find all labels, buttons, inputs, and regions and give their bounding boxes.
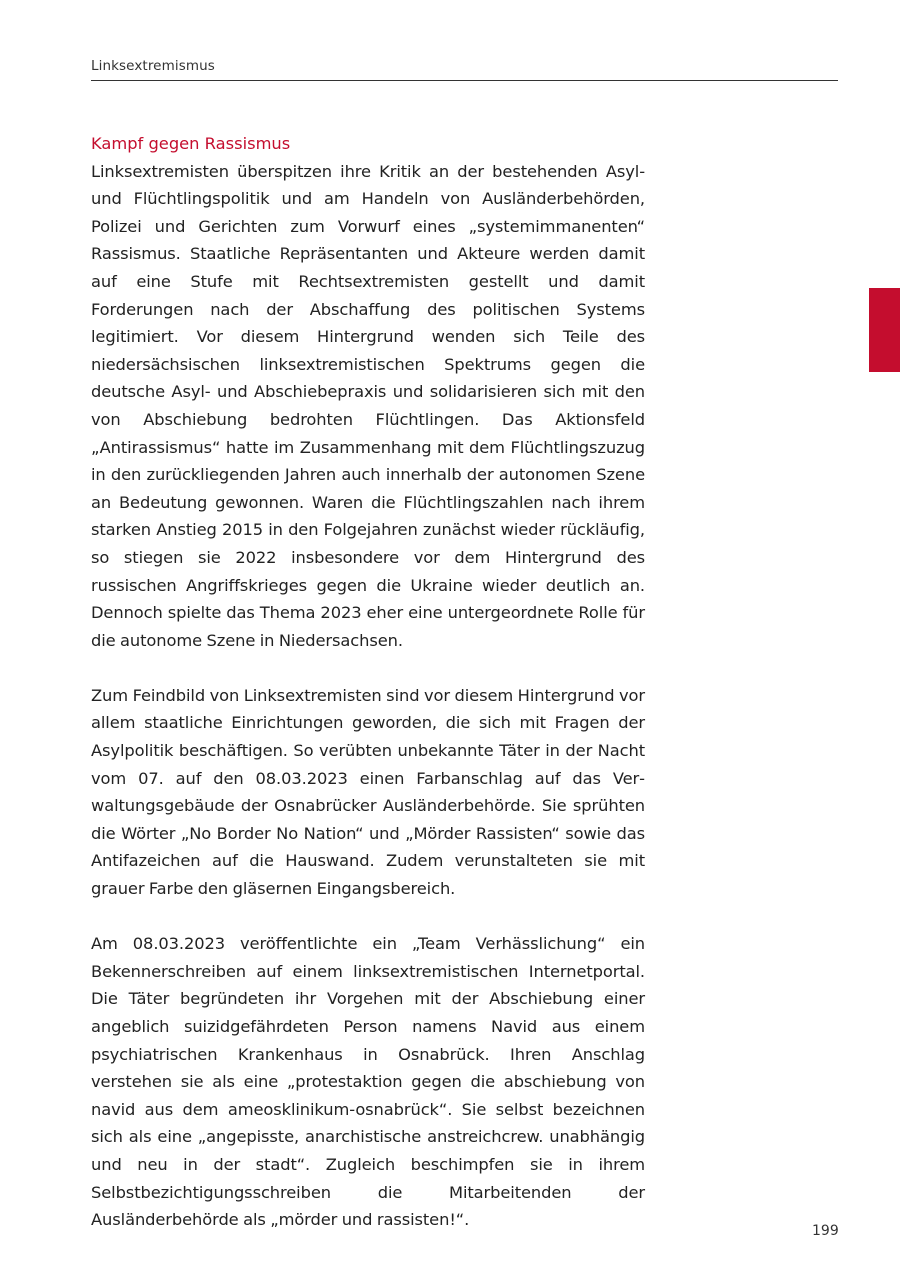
paragraph-1: Linksextremisten überspitzen ihre Kritik an der bestehenden Asyl- und Flüchtlingspolitik und am Handeln von Ausländerbehörden, Polizei und Gerichten zum Vorwurf eines „systemimmanenten“ Rassismus. Staatliche Repräsentanten und Akteure werden damit auf eine Stufe mit Rechtsextremisten gestellt und damit Forderungen nach der Abschaffung des politischen Systems legitimiert. Vor diesem Hintergrund wenden sich Teile des niedersächsischen linksextremistischen Spektrums gegen die deutsche Asyl- und Abschiebepraxis und solidarisieren sich mit den von Abschiebung bedrohten Flüchtlingen. Das Aktionsfeld „Antirassismus“ hatte im Zusammenhang mit dem Flüchtlingszuzug in den zurückliegenden Jahren auch innerhalb der autonomen Szene an Bedeutung gewonnen. Waren die Flüchtlingszahlen nach ihrem starken Anstieg 2015 in den Folgejahren zunächst wieder rückläufig, so stiegen sie 2022 insbesondere vor dem Hintergrund des russischen Angriffskrieges gegen die Ukraine wieder deutlich an. Dennoch spielte das Thema 2023 eher eine untergeordnete Rolle für die autonome Szene in Niedersachsen.	[91, 161, 645, 650]
main-content	[91, 130, 645, 1234]
paragraph-2: Zum Feindbild von Linksextremisten sind vor diesem Hintergrund vor allem staatliche Einrichtungen geworden, die sich mit Fragen der Asylpolitik beschäftigen. So verübten unbekannte Täter in der Nacht vom 07. auf den 08.03.2023 einen Farbanschlag auf das Verwaltungsgebäude der Osnabrücker Ausländerbehörde. Sie sprühten die Wörter „No Border No Nation“ und „Mörder Rassisten“ sowie das Antifazeichen auf die Hauswand. Zudem verunstalteten sie mit grauer Farbe den gläsernen Eingangsbereich.	[91, 685, 645, 899]
header-rule	[91, 80, 838, 81]
section-heading: Kampf gegen Rassismus	[91, 134, 291, 153]
page-number: 199	[812, 1223, 839, 1239]
chapter-tab-marker	[869, 288, 900, 372]
paragraph-3: Am 08.03.2023 veröffentlichte ein „Team Verhässlichung“ ein Bekennerschreiben auf einem linksextremistischen Internetportal. Die Täter begründeten ihr Vorgehen mit der Abschiebung einer angeblich suizidgefährdeten Person namens Navid aus einem psychiatrischen Krankenhaus in Osnabrück. Ihren Anschlag verstehen sie als eine „protestaktion gegen die abschiebung von navid aus dem ameosklinikum-osnabrück“. Sie selbst bezeichnen sich als eine „angepisste, anarchistische anstreichcrew. unabhängig und neu in der stadt“. Zugleich beschimpfen sie in ihrem Selbstbezichtigungsschreiben die Mitarbeitenden der Ausländerbehörde als „mörder und rassisten!“.	[91, 934, 645, 1230]
running-head: Linksextremismus	[91, 58, 215, 74]
